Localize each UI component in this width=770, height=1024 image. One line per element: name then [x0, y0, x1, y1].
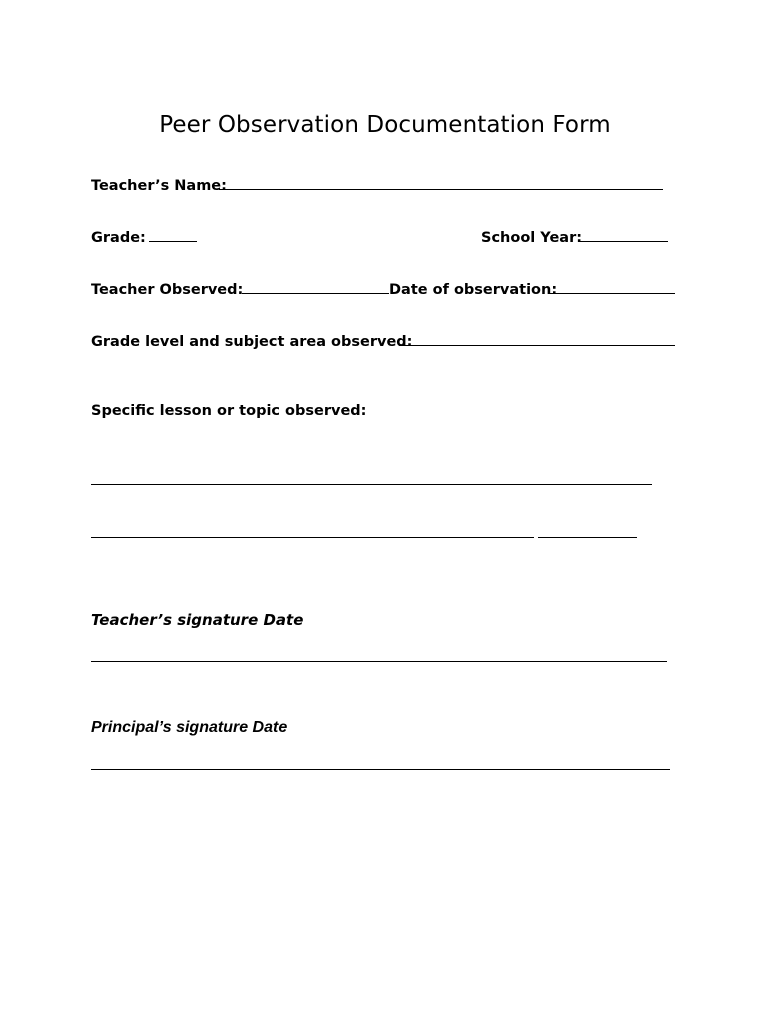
principal-signature-label: Principal’s signature Date — [91, 719, 288, 736]
teacher-signature-label: Teacher’s signature Date — [91, 611, 304, 629]
date-of-observation-field[interactable] — [548, 293, 675, 294]
grade-level-subject-field[interactable] — [399, 345, 675, 346]
teacher-observed-label: Teacher Observed: — [91, 282, 244, 298]
page-title: Peer Observation Documentation Form — [159, 112, 611, 138]
specific-lesson-line-2b[interactable] — [538, 537, 637, 538]
school-year-field[interactable] — [578, 241, 668, 242]
grade-field[interactable] — [149, 241, 197, 242]
specific-lesson-label: Specific lesson or topic observed: — [91, 403, 367, 419]
specific-lesson-line-1[interactable] — [91, 484, 652, 485]
grade-level-subject-label: Grade level and subject area observed: — [91, 334, 413, 350]
teacher-name-label: Teacher’s Name: — [91, 178, 227, 194]
teacher-signature-line[interactable] — [91, 661, 667, 662]
grade-label: Grade: — [91, 230, 146, 246]
teacher-name-field[interactable] — [219, 189, 663, 190]
teacher-observed-field[interactable] — [242, 293, 389, 294]
school-year-label: School Year: — [481, 230, 583, 246]
principal-signature-line[interactable] — [91, 769, 670, 770]
date-of-observation-label: Date of observation: — [389, 282, 558, 298]
specific-lesson-line-2[interactable] — [91, 537, 534, 538]
